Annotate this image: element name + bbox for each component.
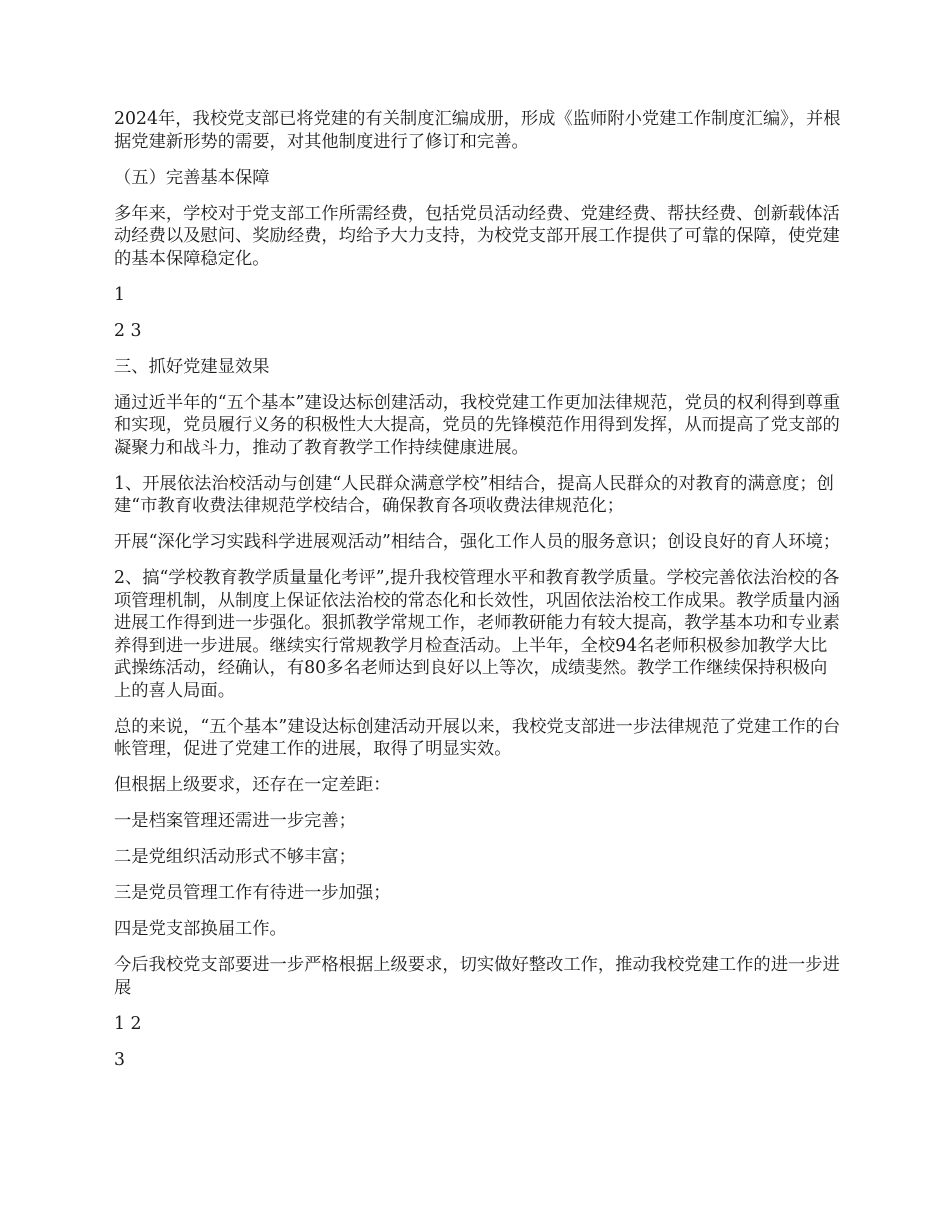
paragraph-funding-support: 多年来，学校对于党支部工作所需经费，包括党员活动经费、党建经费、帮扶经费、创新载体活动经费以及慰问、奖励经费，均给予大力支持，为校党支部开展工作提供了可靠的保障，使党建的基本保障稳定化。 <box>114 203 840 269</box>
paragraph-item-1-continued: 开展“深化学习实践科学进展观活动”相结合，强化工作人员的服务意识；创设良好的育人环境； <box>114 532 841 552</box>
paragraph-gaps-intro: 但根据上级要求，还存在一定差距： <box>114 775 391 795</box>
paragraph-item-1: 1、开展依法治校活动与创建“人民群众满意学校”相结合，提高人民群众的对教育的满意度；创建“市教育收费法律规范学校结合，确保教育各项收费法律规范化； <box>114 473 834 516</box>
section-heading-basic-guarantee: （五）完善基本保障 <box>114 167 270 188</box>
list-item-gap-4: 四是党支部换届工作。 <box>114 919 287 939</box>
document-body <box>114 108 842 1085</box>
list-item-gap-3: 三是党员管理工作有待进一步加强； <box>114 883 391 903</box>
paragraph-system-compilation: 2024年，我校党支部已将党建的有关制度汇编成册，形成《监师附小党建工作制度汇编》，并根据党建新形势的需要，对其他制度进行了修订和完善。 <box>114 109 841 152</box>
paragraph-summary: 总的来说，“五个基本”建设达标创建活动开展以来，我校党支部进一步法律规范了党建工作的台帐管理，促进了党建工作的进展，取得了明显实效。 <box>114 716 841 759</box>
page-number-marker: 3 <box>114 1049 125 1070</box>
section-heading-results: 三、抓好党建显效果 <box>114 356 270 377</box>
list-item-gap-1: 一是档案管理还需进一步完善； <box>114 811 356 831</box>
page-number-marker: 2 3 <box>114 320 142 341</box>
list-item-gap-2: 二是党组织活动形式不够丰富； <box>114 847 356 867</box>
paragraph-item-2: 2、搞“学校教育教学质量量化考评”,提升我校管理水平和教育教学质量。学校完善依法治校的各项管理机制，从制度上保证依法治校的常态化和长效性，巩固依法治校工作成果。教学质量内涵进展工作得到进一步强化。狠抓教学常规工作，老师教研能力有较大提高，教学基本功和专业素养得到进一步进展。继续实行常规教学月检查活动。上半年，全校94名老师积极参加教学大比武操练活动，经确认，有80多名老师达到良好以上等次，成绩斐然。教学工作继续保持积极向上的喜人局面。 <box>114 568 840 701</box>
paragraph-future-work: 今后我校党支部要进一步严格根据上级要求，切实做好整改工作，推动我校党建工作的进一步进展 <box>114 955 840 998</box>
page-number-marker: 1 <box>114 284 125 305</box>
paragraph-five-basics-results: 通过近半年的“五个基本”建设达标创建活动，我校党建工作更加法律规范，党员的权利得到尊重和实现，党员履行义务的积极性大大提高，党员的先锋模范作用得到发挥，从而提高了党支部的凝聚力和战斗力，推动了教育教学工作持续健康进展。 <box>114 392 841 458</box>
page-number-marker: 1 2 <box>114 1013 142 1034</box>
